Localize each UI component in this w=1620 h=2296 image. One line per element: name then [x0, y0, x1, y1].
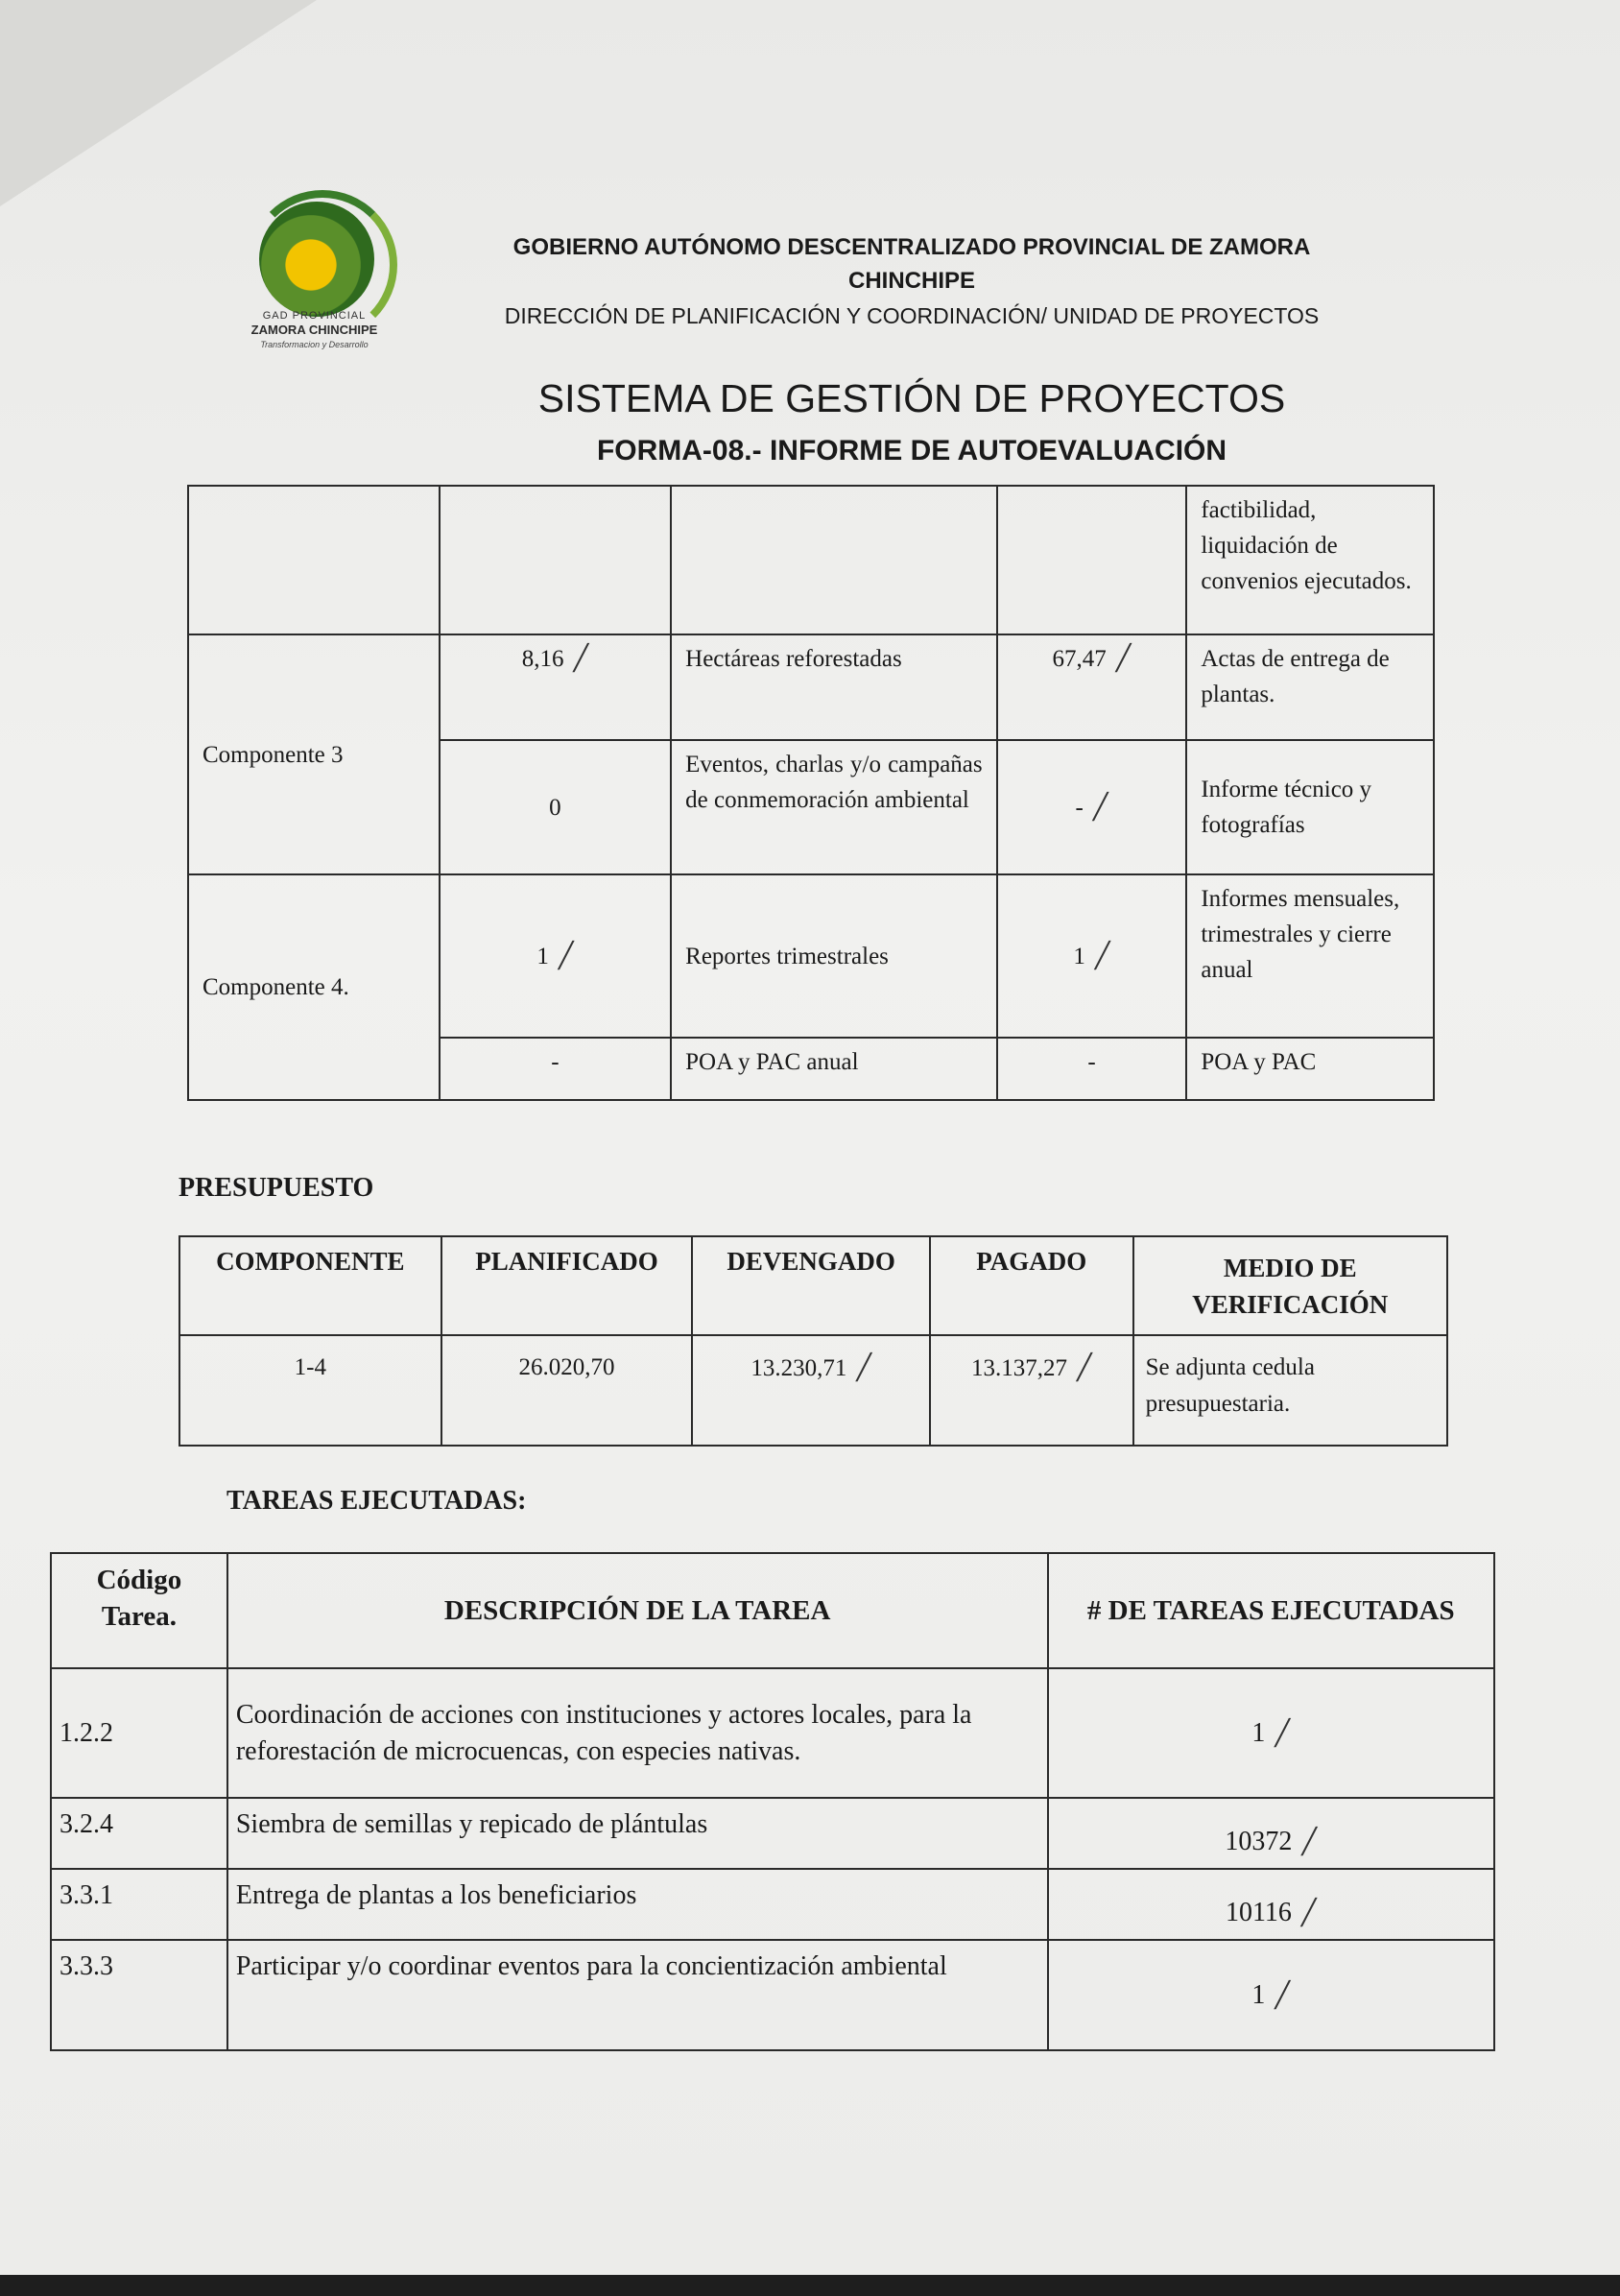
task-code: 3.2.4: [51, 1798, 227, 1869]
tasks-table: [50, 1552, 1495, 2051]
bottom-edge-shadow: [0, 2275, 1620, 2296]
planned-cell: 26.020,70: [441, 1335, 693, 1446]
check-mark-icon: ╱: [1301, 1828, 1318, 1856]
check-mark-icon: ╱: [1094, 941, 1110, 970]
check-mark-icon: ╱: [558, 941, 574, 970]
task-count: 10372 ╱: [1048, 1798, 1494, 1869]
indicator-cell: Reportes trimestrales: [671, 874, 996, 1038]
accrued-cell: 13.230,71 ╱: [692, 1335, 930, 1446]
component-3-label: Componente 3: [188, 634, 440, 874]
table-row: [188, 486, 1434, 634]
task-code: 3.3.1: [51, 1869, 227, 1940]
table-header-row: [179, 1236, 1447, 1335]
table-row: [188, 874, 1434, 1038]
form-title: FORMA-08.- INFORME DE AUTOEVALUACIÓN: [596, 435, 1227, 466]
task-count: 1 ╱: [1048, 1668, 1494, 1798]
task-description: Siembra de semillas y repicado de plántulas: [227, 1798, 1048, 1869]
executed-cell: -: [997, 1038, 1187, 1100]
check-mark-icon: ╱: [1300, 1899, 1317, 1927]
header-component: COMPONENTE: [179, 1236, 441, 1335]
planned-cell: 1 ╱: [440, 874, 672, 1038]
indicator-cell: POA y PAC anual: [671, 1038, 996, 1100]
header-count: # DE TAREAS EJECUTADAS: [1048, 1553, 1494, 1668]
budget-title: PRESUPUESTO: [179, 1173, 374, 1203]
logo-emblem-icon: [259, 202, 374, 317]
check-mark-icon: ╱: [1092, 792, 1108, 822]
paid-cell: 13.137,27 ╱: [930, 1335, 1133, 1446]
system-title: SISTEMA DE GESTIÓN DE PROYECTOS: [537, 376, 1286, 420]
check-mark-icon: ╱: [1275, 1980, 1291, 2010]
verification-cell: factibilidad, liquidación de convenios ejecutados.: [1186, 486, 1434, 634]
gad-logo: [230, 182, 398, 355]
header-planned: PLANIFICADO: [441, 1236, 693, 1335]
task-description: Participar y/o coordinar eventos para la concientización ambiental: [227, 1940, 1048, 2050]
verification-cell: Informe técnico y fotografías: [1186, 740, 1434, 874]
indicator-cell: Eventos, charlas y/o campañas de conmemoración ambiental: [671, 740, 996, 874]
check-mark-icon: ╱: [573, 644, 589, 673]
table-row: [51, 1869, 1494, 1940]
task-count: 1 ╱: [1048, 1940, 1494, 2050]
budget-table: [179, 1235, 1448, 1447]
check-mark-icon: ╱: [1275, 1718, 1291, 1748]
task-code: 3.3.3: [51, 1940, 227, 2050]
table-cell: [188, 486, 440, 634]
logo-line3: Transformacion y Desarrollo: [260, 340, 369, 349]
task-count: 10116 ╱: [1048, 1869, 1494, 1940]
check-mark-icon: ╱: [1076, 1353, 1092, 1382]
indicator-cell: Hectáreas reforestadas: [671, 634, 996, 740]
department-name: DIRECCIÓN DE PLANIFICACIÓN Y COORDINACIÓN/ UNIDAD DE PROYECTOS: [504, 303, 1320, 328]
verification-cell: Informes mensuales, trimestrales y cierre anual: [1186, 874, 1434, 1038]
logo-line2: ZAMORA CHINCHIPE: [250, 323, 378, 337]
logo-line1: GAD PROVINCIAL: [262, 310, 367, 322]
table-row: [51, 1940, 1494, 2050]
task-description: Coordinación de acciones con instituciones y actores locales, para la reforestación de microcuencas, con especies nativas.: [227, 1668, 1048, 1798]
table-header-row: [51, 1553, 1494, 1668]
component-cell: 1-4: [179, 1335, 441, 1446]
table-row: [51, 1668, 1494, 1798]
header-verification: MEDIO DE VERIFICACIÓN: [1133, 1236, 1447, 1335]
org-name: GOBIERNO AUTÓNOMO DESCENTRALIZADO PROVINCIAL DE ZAMORA CHINCHIPE: [512, 234, 1311, 294]
header-paid: PAGADO: [930, 1236, 1133, 1335]
table-row: [188, 634, 1434, 740]
planned-cell: 8,16 ╱: [440, 634, 672, 740]
table-cell: [997, 486, 1187, 634]
component-4-label: Componente 4.: [188, 874, 440, 1100]
tasks-title: TAREAS EJECUTADAS:: [226, 1486, 527, 1516]
task-code: 1.2.2: [51, 1668, 227, 1798]
page-fold: [0, 0, 317, 206]
planned-cell: 0: [440, 740, 672, 874]
planned-cell: -: [440, 1038, 672, 1100]
verification-cell: Se adjunta cedula presupuestaria.: [1133, 1335, 1447, 1446]
header-description: DESCRIPCIÓN DE LA TAREA: [227, 1553, 1048, 1668]
verification-cell: Actas de entrega de plantas.: [1186, 634, 1434, 740]
executed-cell: 1 ╱: [997, 874, 1187, 1038]
table-row: [179, 1335, 1447, 1446]
table-cell: [671, 486, 996, 634]
indicators-table: [187, 485, 1435, 1101]
executed-cell: 67,47 ╱: [997, 634, 1187, 740]
check-mark-icon: ╱: [856, 1353, 871, 1382]
task-description: Entrega de plantas a los beneficiarios: [227, 1869, 1048, 1940]
check-mark-icon: ╱: [1115, 644, 1132, 673]
header-accrued: DEVENGADO: [692, 1236, 930, 1335]
table-cell: [440, 486, 672, 634]
header-code: Código Tarea.: [51, 1553, 227, 1668]
table-row: [51, 1798, 1494, 1869]
executed-cell: - ╱: [997, 740, 1187, 874]
verification-cell: POA y PAC: [1186, 1038, 1434, 1100]
